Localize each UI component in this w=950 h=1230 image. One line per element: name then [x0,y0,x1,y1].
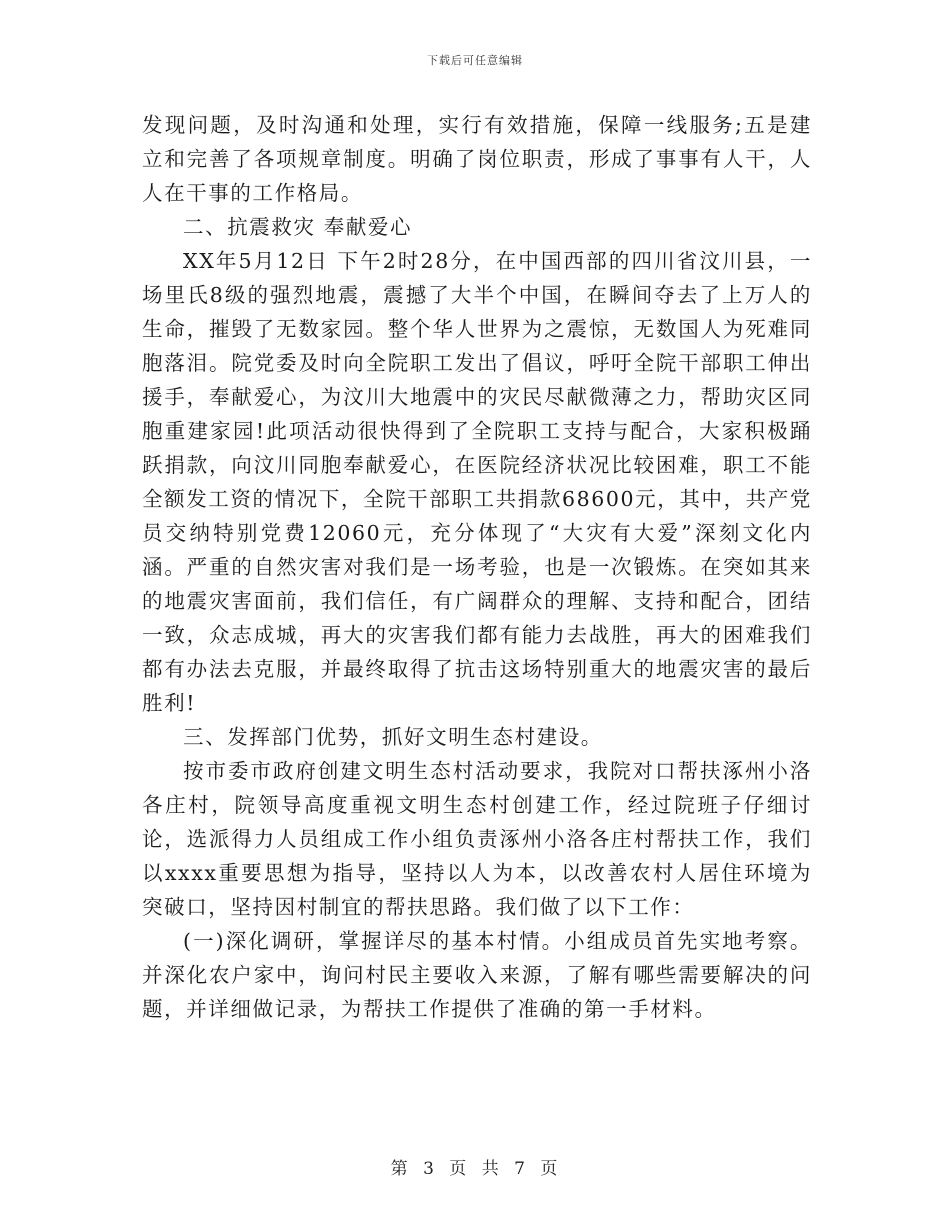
paragraph-research: (一)深化调研，掌握详尽的基本村情。小组成员首先实地考察。并深化农户家中，询问村民主要收入来源，了解有哪些需要解决的问题，并详细做记录，为帮扶工作提供了准确的第一手材料。 [142,929,812,1021]
paragraph-ecovillage: 按市委市政府创建文明生态村活动要求，我院对口帮扶涿州小洛各庄村，院领导高度重视文明生态村创建工作，经过院班子仔细讨论，选派得力人员组成工作小组负责涿州小洛各庄村帮扶工作，我们以xxxx重要思想为指导，坚持以人为本，以改善农村人居住环境为突破口，坚持因村制宜的帮扶思路。我们做了以下工作： [142,759,812,919]
paragraph-earthquake: XX年5月12日 下午2时28分，在中国西部的四川省汶川县，一场里氏8级的强烈地震，震撼了大半个中国，在瞬间夺去了上万人的生命，摧毁了无数家园。整个华人世界为之震惊，无数国人为死难同胞落泪。院党委及时向全院职工发出了倡议，呼吁全院干部职工伸出援手，奉献爱心，为汶川大地震中的灾民尽献微薄之力，帮助灾区同胞重建家园!此项活动很快得到了全院职工支持与配合，大家积极踊跃捐款，向汶川同胞奉献爱心，在医院经济状况比较困难，职工不能全额发工资的情况下，全院干部职工共捐款68600元，其中，共产党员交纳特别党费12060元，充分体现了“大灾有大爱”深刻文化内涵。严重的自然灾害对我们是一场考验，也是一次锻炼。在突如其来的地震灾害面前，我们信任，有广阔群众的理解、支持和配合，团结一致，众志成城，再大的灾害我们都有能力去战胜，再大的困难我们都有办法去克服，并最终取得了抗击这场特别重大的地震灾害的最后胜利! [142,249,812,715]
page-number: 第 3 页 共 7 页 [390,1159,560,1179]
document-body [142,108,812,1026]
page-header-note: 下载后可任意编辑 [427,54,523,67]
section-heading-2: 二、抗震救灾 奉献爱心 [183,215,413,239]
paragraph-1: 发现问题，及时沟通和处理，实行有效措施，保障一线服务;五是建立和完善了各项规章制度。明确了岗位职责，形成了事事有人干，人人在干事的工作格局。 [142,113,812,205]
section-heading-3: 三、发挥部门优势，抓好文明生态村建设。 [183,725,603,749]
